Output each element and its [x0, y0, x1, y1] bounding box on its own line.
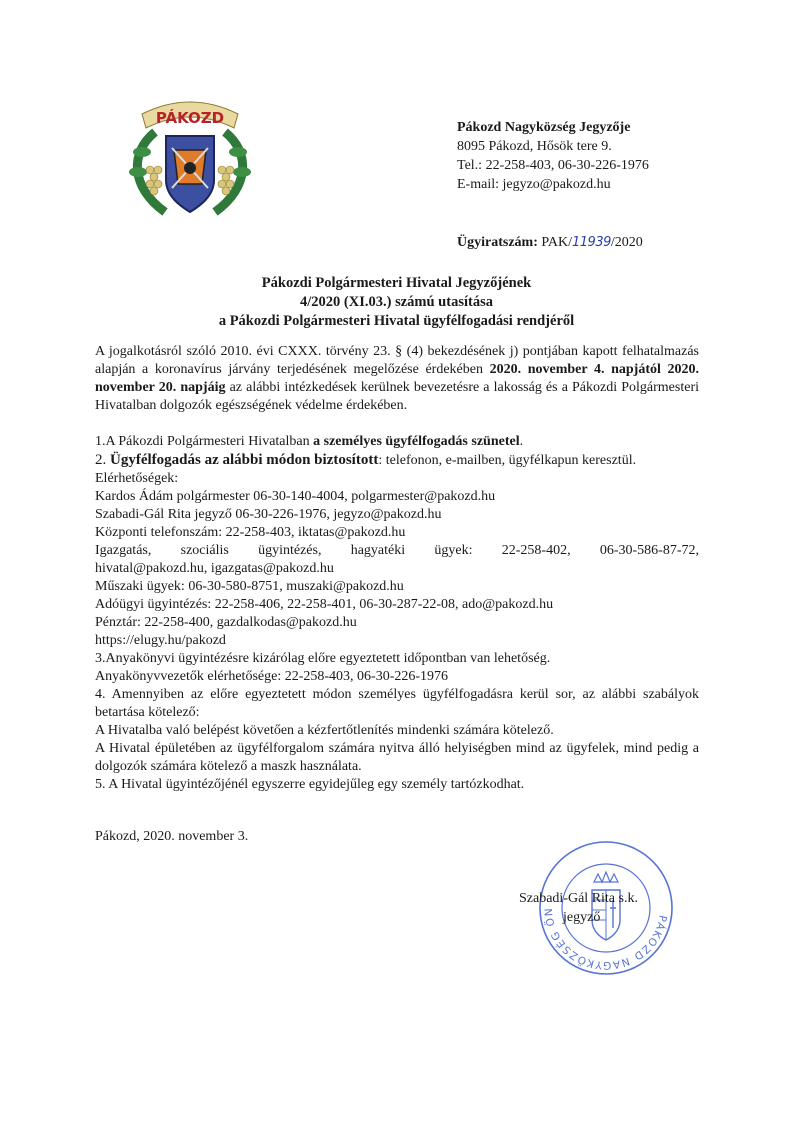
intro-paragraph — [95, 343, 699, 415]
contact-mayor: Kardos Ádám polgármester 06-30-140-4004, polgarmester@pakozd.hu — [95, 489, 496, 504]
contact-tax: Adóügyi ügyintézés: 22-258-406, 22-258-401, 06-30-287-22-08, ado@pakozd.hu — [95, 597, 554, 612]
document-body — [95, 343, 699, 794]
title-line-1: Pákozdi Polgármesteri Hivatal Jegyzőjének — [261, 275, 532, 291]
letterhead-phone: Tel.: 22-258-403, 06-30-226-1976 — [457, 158, 649, 173]
coat-of-arms-logo — [120, 92, 260, 222]
place-date: Pákozd, 2020. november 3. — [95, 829, 249, 844]
file-number — [457, 235, 643, 251]
contact-technical: Műszaki ügyek: 06-30-580-8751, muszaki@pakozd.hu — [95, 579, 404, 594]
stamp-ring-text: PÁKOZD NAGYKÖZSÉG ÖN — [542, 906, 669, 972]
signature-role: jegyző — [563, 910, 601, 925]
intro-text-1: A jogalkotásról szóló 2010. évi CXXX. törvény 23. § (4) bekezdésének j) pontjában kapott felhatalmazás alapján a koronavírus járvány terjedésének megelőzése érdekében — [95, 344, 699, 377]
letterhead — [457, 118, 649, 194]
file-number-suffix: /2020 — [610, 235, 643, 250]
item-1-bold: a személyes ügyfélfogadás szünetel — [313, 434, 520, 449]
letterhead-address: 8095 Pákozd, Hősök tere 9. — [457, 139, 612, 154]
contact-egov-link: https://elugy.hu/pakozd — [95, 633, 226, 648]
title-line-2: 4/2020 (XI.03.) számú utasítása — [300, 294, 493, 310]
contact-cashier: Pénztár: 22-258-400, gazdalkodas@pakozd.hu — [95, 615, 357, 630]
signature-name: Szabadi-Gál Rita s.k. — [519, 891, 638, 906]
item-5: 5. A Hivatal ügyintézőjénél egyszerre egyidejűleg egy személy tartózkodhat. — [95, 777, 525, 792]
item-4-rule-1: A Hivatalba való belépést követően a kézfertőtlenítés mindenki számára kötelező. — [95, 723, 554, 738]
file-number-handwritten: 11939 — [572, 235, 611, 250]
file-number-label: Ügyiratszám: — [457, 235, 538, 250]
title-line-3: a Pákozdi Polgármesteri Hivatal ügyfélfogadási rendjéről — [218, 313, 575, 329]
item-1-end: . — [519, 434, 524, 449]
item-2-bold: Ügyfélfogadás az alábbi módon biztosított — [110, 452, 379, 468]
item-2-num: 2. — [95, 452, 110, 468]
item-4: 4. Amennyiben az előre egyeztetett módon személyes ügyfélfogadásra kerül sor, az alábbi szabályok betartása kötelező: — [95, 687, 699, 720]
contact-central: Központi telefonszám: 22-258-403, iktatas@pakozd.hu — [95, 525, 406, 540]
item-3-registrars: Anyakönyvvezetők elérhetősége: 22-258-403, 06-30-226-1976 — [95, 669, 449, 684]
contact-admin-emails: hivatal@pakozd.hu, igazgatas@pakozd.hu — [95, 561, 334, 576]
item-3: 3.Anyakönyvi ügyintézésre kizárólag előre egyeztetett időpontban van lehetőség. — [95, 651, 551, 666]
item-1-text: 1.A Pákozdi Polgármesteri Hivatalban — [95, 434, 314, 449]
file-number-prefix: PAK/ — [541, 235, 572, 250]
contacts-label: Elérhetőségek: — [95, 471, 179, 486]
logo-banner-text: PÁKOZD — [155, 109, 225, 127]
item-4-rule-2: A Hivatal épületében az ügyfélforgalom számára nyitva álló helyiségben mind az ügyfelek, mind pedig a dolgozók számára kötelező a maszk használata. — [95, 741, 699, 774]
item-1 — [95, 433, 699, 451]
intro-text-2: az alábbi intézkedések kerülnek bevezetésre a lakosság és a Pákozdi Polgármesteri Hivatalban dolgozók egészségének védelme érdekében. — [95, 380, 699, 413]
intro-date-range: 2020. november 4. napjától 2020. november 20. napjáig — [95, 362, 699, 395]
contact-notary: Szabadi-Gál Rita jegyző 06-30-226-1976, jegyzo@pakozd.hu — [95, 507, 442, 522]
item-2-text: : telefonon, e-mailben, ügyfélkapun keresztül. — [378, 453, 637, 468]
item-2 — [95, 451, 699, 470]
contact-admin: Igazgatás, szociális ügyintézés, hagyatéki ügyek: 22-258-402, 06-30-586-87-72, — [95, 543, 699, 558]
document-title — [0, 274, 793, 331]
letterhead-org: Pákozd Nagyközség Jegyzője — [457, 120, 631, 135]
letterhead-email: E-mail: jegyzo@pakozd.hu — [457, 177, 611, 192]
signature-block — [519, 889, 638, 927]
